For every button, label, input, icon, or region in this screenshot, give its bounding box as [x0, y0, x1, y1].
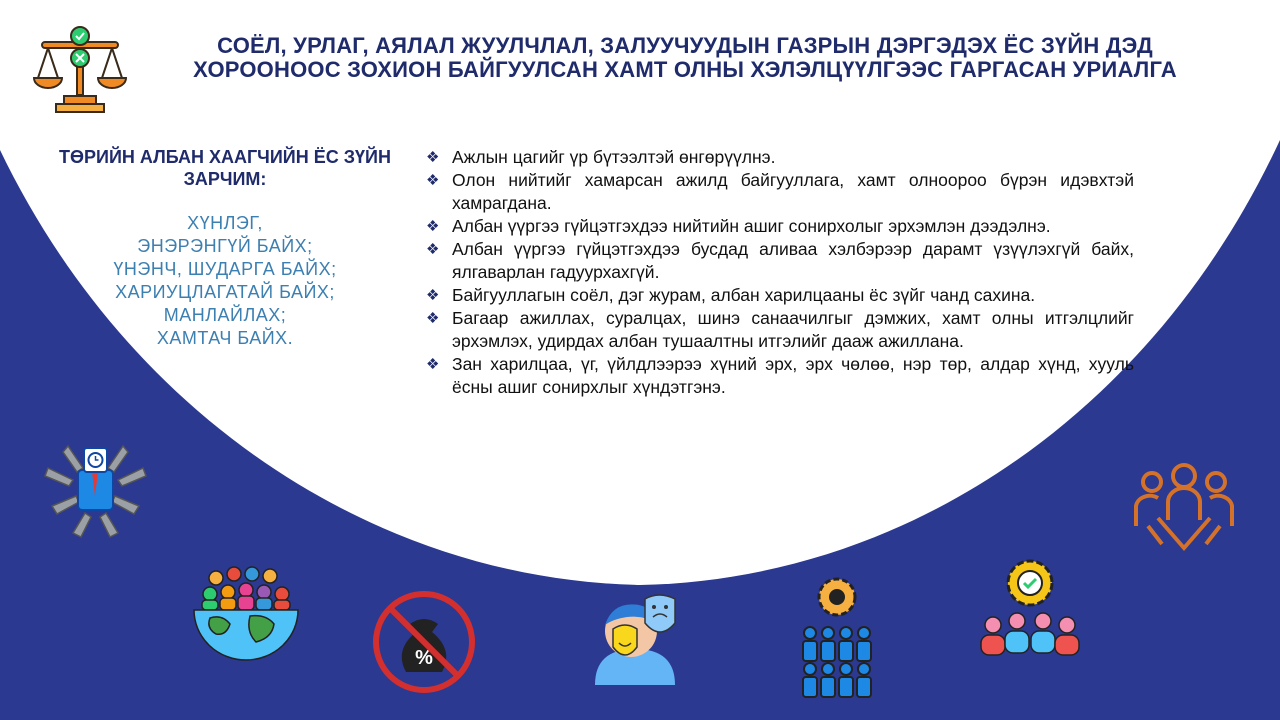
- diamond-bullet-icon: ❖: [426, 149, 440, 166]
- businessman-hands-icon: [38, 438, 153, 538]
- principle-item: ХАМТАЧ БАЙХ.: [156, 328, 294, 348]
- principle-item: ЭНЭРЭНГҮЙ БАЙХ;: [137, 236, 313, 256]
- diamond-bullet-icon: ❖: [426, 218, 440, 235]
- bullet-item: ❖ Албан үүргээ гүйцэтгэхдээ бусдад аливаа хэлбэрээр дарамт үзүүлэхгүй байх, ялгаварлан гадуурхахгүй.: [426, 239, 1134, 282]
- page-title: СОЁЛ, УРЛАГ, АЯЛАЛ ЖУУЛЧЛАЛ, ЗАЛУУЧУУДЫН ГАЗРЫН ДЭРГЭДЭХ ЁС ЗҮЙН ДЭД ХОРООНООС ЗОХИОН БАЙГУУЛСАН ХАМТ ОЛНЫ ХЭЛЭЛЦҮҮЛГЭЭС ГАРГАСАН УРИАЛГА: [193, 33, 1177, 82]
- gear-check-team-icon: [975, 555, 1085, 660]
- appeal-bullet-list: [424, 146, 1134, 399]
- world-people-icon: [190, 560, 302, 665]
- masks-icon: [585, 585, 695, 690]
- principles-heading: ТӨРИЙН АЛБАН ХААГЧИЙН ЁС ЗҮЙН ЗАРЧИМ:: [59, 147, 391, 189]
- diamond-bullet-icon: ❖: [426, 241, 440, 258]
- diamond-bullet-icon: ❖: [426, 310, 440, 327]
- principle-item: ХАРИУЦЛАГАТАЙ БАЙХ;: [115, 282, 335, 302]
- gear-people-icon: [790, 575, 885, 700]
- principle-item: ҮНЭНЧ, ШУДАРГА БАЙХ;: [113, 259, 337, 279]
- diamond-bullet-icon: ❖: [426, 356, 440, 373]
- principles-list: [40, 212, 410, 350]
- bullet-item: ❖ Албан үүргээ гүйцэтгэхдээ нийтийн ашиг сонирхолыг эрхэмлэн дээдэлнэ.: [426, 216, 1051, 236]
- diamond-bullet-icon: ❖: [426, 287, 440, 304]
- bullet-item: ❖ Байгууллагын соёл, дэг журам, албан харилцааны ёс зүйг чанд сахина.: [426, 285, 1036, 305]
- team-icon: [1128, 460, 1240, 552]
- svg-text:%: %: [415, 647, 433, 669]
- principle-item: МАНЛАЙЛАХ;: [163, 305, 287, 325]
- bullet-item: ❖ Зан харилцаа, үг, үйлдлээрээ хүний эрх, эрх чөлөө, нэр төр, алдар хүнд, хууль ёсны ашиг сонирхлыг хүндэтгэнэ.: [426, 354, 1134, 397]
- principles-panel: [40, 146, 410, 350]
- bullet-item: ❖ Багаар ажиллах, суралцах, шинэ санаачилгыг дэмжих, хамт олны итгэлцлийг эрхэмлэх, удирдах албан тушаалтны итгэлийг дааж ажиллана.: [426, 308, 1134, 351]
- bullet-item: ❖ Ажлын цагийг үр бүтээлтэй өнгөрүүлнэ.: [426, 147, 776, 167]
- scales-icon: [30, 20, 130, 115]
- no-bribe-icon: [370, 588, 478, 696]
- bullet-item: ❖ Олон нийтийг хамарсан ажилд байгууллага, хамт олноороо бүрэн идэвхтэй хамрагдана.: [426, 170, 1134, 213]
- diamond-bullet-icon: ❖: [426, 172, 440, 189]
- principle-item: ХҮНЛЭГ,: [187, 213, 263, 233]
